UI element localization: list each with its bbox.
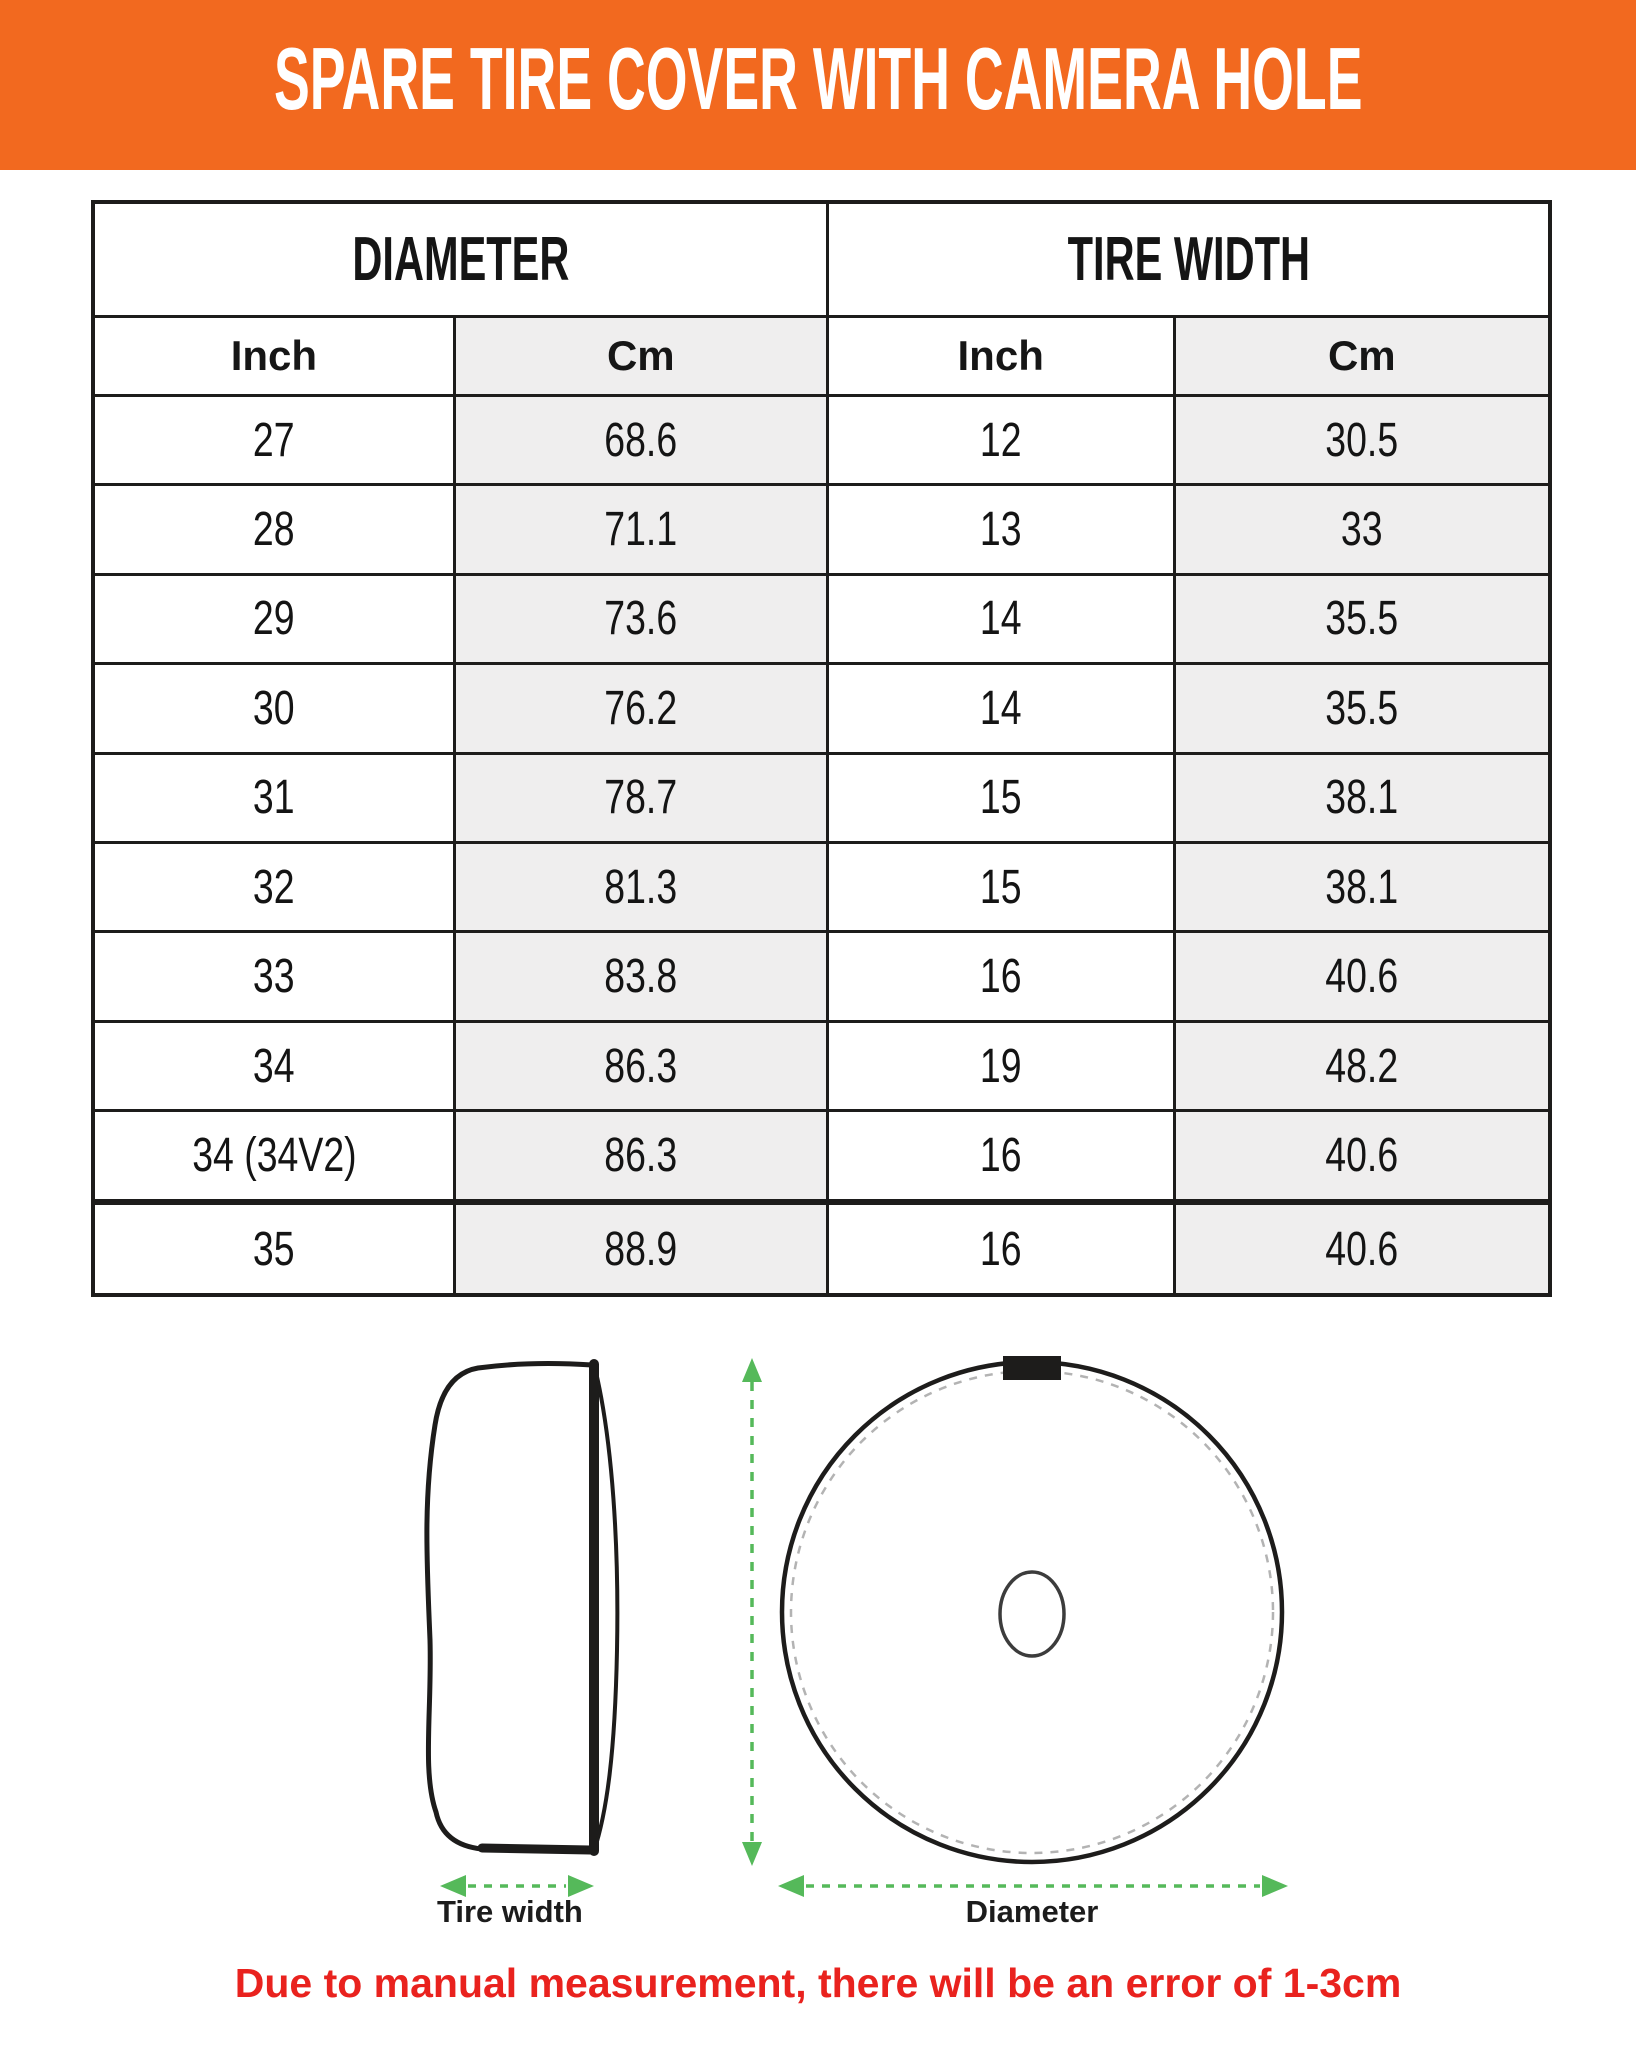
table-row: [93, 842, 1550, 931]
table-row: [93, 1021, 1550, 1110]
tire-width-section-header: TIRE WIDTH: [827, 202, 1550, 317]
table-cell: 86.3: [454, 1021, 827, 1110]
table-cell: 48.2: [1174, 1021, 1550, 1110]
table-cell: 71.1: [454, 485, 827, 574]
strap-marker: [1003, 1356, 1061, 1380]
table-cell: 16: [827, 932, 1174, 1021]
table-cell: 29: [93, 574, 454, 663]
unit-header-row: [93, 317, 1550, 396]
table-cell: 27: [93, 395, 454, 484]
table-row: [93, 1202, 1550, 1295]
table-cell: 30: [93, 664, 454, 753]
width-cm-header: Cm: [1174, 317, 1550, 396]
table-row: [93, 664, 1550, 753]
table-cell: 30.5: [1174, 395, 1550, 484]
table-cell: 34: [93, 1021, 454, 1110]
diameter-inch-header: Inch: [93, 317, 454, 396]
banner: [0, 0, 1636, 170]
table-cell: 35.5: [1174, 664, 1550, 753]
table-cell: 34 (34V2): [93, 1111, 454, 1203]
table-cell: 78.7: [454, 753, 827, 842]
tire-front-view-diagram: [782, 1356, 1282, 1862]
vertical-diameter-arrow-icon: [742, 1358, 762, 1866]
size-chart-table: [91, 200, 1552, 1297]
table-cell: 28: [93, 485, 454, 574]
table-cell: 40.6: [1174, 1111, 1550, 1203]
table-cell: 15: [827, 753, 1174, 842]
diameter-label: Diameter: [965, 1894, 1099, 1929]
table-cell: 31: [93, 753, 454, 842]
table-cell: 19: [827, 1021, 1174, 1110]
diameter-section-header: DIAMETER: [93, 202, 827, 317]
table-row: [93, 574, 1550, 663]
table-cell: 76.2: [454, 664, 827, 753]
table-cell: 73.6: [454, 574, 827, 663]
table-cell: 35: [93, 1202, 454, 1295]
table-cell: 14: [827, 664, 1174, 753]
table-cell: 33: [93, 932, 454, 1021]
section-header-row: [93, 202, 1550, 317]
table-cell: 40.6: [1174, 1202, 1550, 1295]
table-cell: 81.3: [454, 842, 827, 931]
table-cell: 14: [827, 574, 1174, 663]
page-title: SPARE TIRE COVER WITH CAMERA HOLE: [273, 29, 1363, 128]
table-row: [93, 485, 1550, 574]
table-cell: 16: [827, 1111, 1174, 1203]
tire-width-label: Tire width: [437, 1894, 583, 1929]
table-cell: 40.6: [1174, 932, 1550, 1021]
table-cell: 12: [827, 395, 1174, 484]
measurement-disclaimer: Due to manual measurement, there will be an error of 1-3cm: [234, 1960, 1402, 2006]
table-cell: 35.5: [1174, 574, 1550, 663]
measurement-diagram: [380, 1350, 1360, 1950]
table-cell: 88.9: [454, 1202, 827, 1295]
camera-hole: [1000, 1572, 1064, 1656]
table-cell: 86.3: [454, 1111, 827, 1203]
table-row: [93, 1111, 1550, 1203]
width-inch-header: Inch: [827, 317, 1174, 396]
table-cell: 33: [1174, 485, 1550, 574]
table-row: [93, 932, 1550, 1021]
table-cell: 68.6: [454, 395, 827, 484]
table-cell: 83.8: [454, 932, 827, 1021]
table-cell: 15: [827, 842, 1174, 931]
diameter-cm-header: Cm: [454, 317, 827, 396]
table-cell: 38.1: [1174, 753, 1550, 842]
table-row: [93, 395, 1550, 484]
tire-side-view-diagram: [427, 1364, 617, 1851]
table-cell: 38.1: [1174, 842, 1550, 931]
table-cell: 16: [827, 1202, 1174, 1295]
table-cell: 32: [93, 842, 454, 931]
table-row: [93, 753, 1550, 842]
table-cell: 13: [827, 485, 1174, 574]
